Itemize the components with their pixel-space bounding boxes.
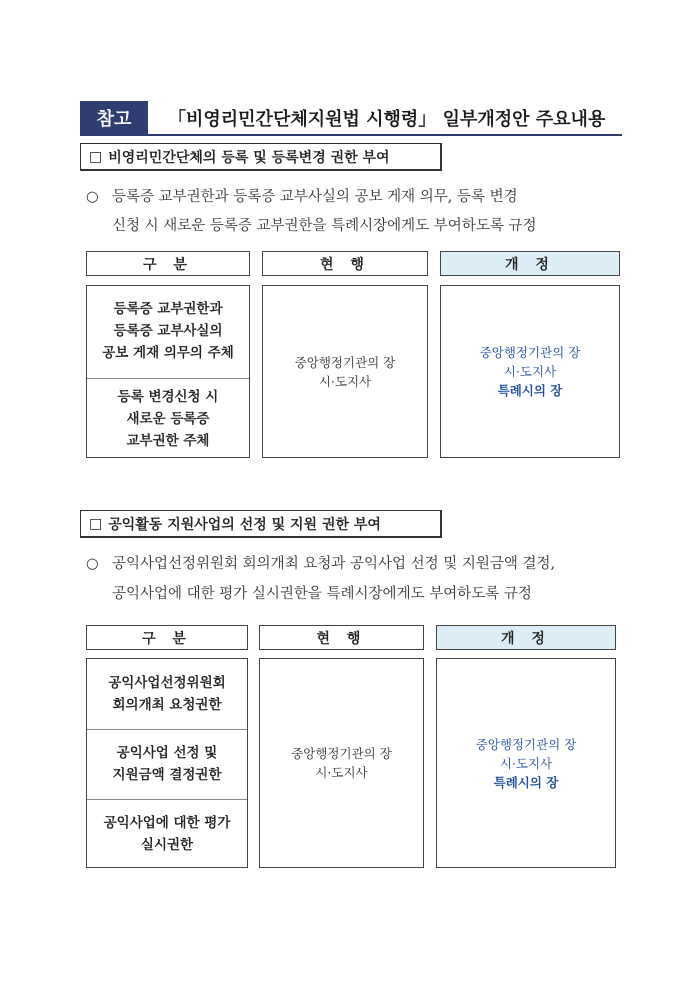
section1-current-text: 중앙행정기관의 장 시·도지사 [294,354,396,389]
section2-paragraph-line2: 공익사업에 대한 평가 실시권한을 특례시장에게도 부여하도록 규정 [112,586,532,602]
section1-header [80,143,442,171]
checkbox-square-icon: □ [89,515,103,532]
section2-current-text: 중앙행정기관의 장 시·도지사 [291,746,392,780]
section1-row-1: 등록증 교부권한과 등록증 교부사실의 공보 게재 의무의 주체 [102,301,234,361]
section2-title: 공익활동 지원사업의 선정 및 지원 권한 부여 [108,516,381,533]
section1-category-cell [86,285,250,458]
reference-badge-label: 참고 [96,108,132,130]
section2-paragraph-line1: ○ 공익사업선정위원회 회의개최 요청과 공익사업 선정 및 지원금액 결정, [86,556,556,572]
section2-col-revised: 개 정 [436,625,616,650]
section1-row-2: 등록 변경신청 시 새로운 등록증 교부권한 주체 [117,389,219,449]
section2-col-current: 현 행 [259,625,424,650]
section2-revised-cell [436,658,616,868]
section1-revised-cell [440,285,620,458]
section1-col-current: 현 행 [262,251,428,276]
section1-col-category: 구 분 [86,251,250,276]
section2-header [80,510,442,538]
circle-bullet-icon: ○ [86,189,99,205]
page-title: 「비영리민간단체지원법 시행령」 일부개정안 주요내용 [168,108,606,130]
checkbox-square-icon: □ [89,148,103,165]
section2-row-1: 공익사업선정위원회 회의개최 요청권한 [108,675,226,713]
section1-revised-text: 중앙행정기관의 장 시·도지사 특례시의 장 [479,345,581,398]
section2-row-divider-1 [87,729,247,730]
title-underline [80,134,622,136]
section1-row-divider [87,378,249,379]
section1-paragraph-line2: 신청 시 새로운 등록증 교부권한을 특례시장에게도 부여하도록 규정 [112,218,537,234]
section1-col-revised: 개 정 [440,251,620,276]
section2-row-divider-2 [87,799,247,800]
section2-row-3: 공익사업에 대한 평가 실시권한 [103,815,231,853]
section2-col-category: 구 분 [86,625,248,650]
circle-bullet-icon: ○ [86,556,99,572]
section2-revised-text: 중앙행정기관의 장 시·도지사 특례시의 장 [475,736,577,790]
section1-paragraph-line1: ○ 등록증 교부권한과 등록증 교부사실의 공보 게재 의무, 등록 변경 [86,189,518,205]
reference-badge [80,101,148,134]
section2-category-cell [86,658,248,868]
section1-current-cell [262,285,428,458]
section2-current-cell [259,658,424,868]
section1-title: 비영리민간단체의 등록 및 등록변경 권한 부여 [108,149,390,166]
section2-row-2: 공익사업 선정 및 지원금액 결정권한 [112,745,222,783]
